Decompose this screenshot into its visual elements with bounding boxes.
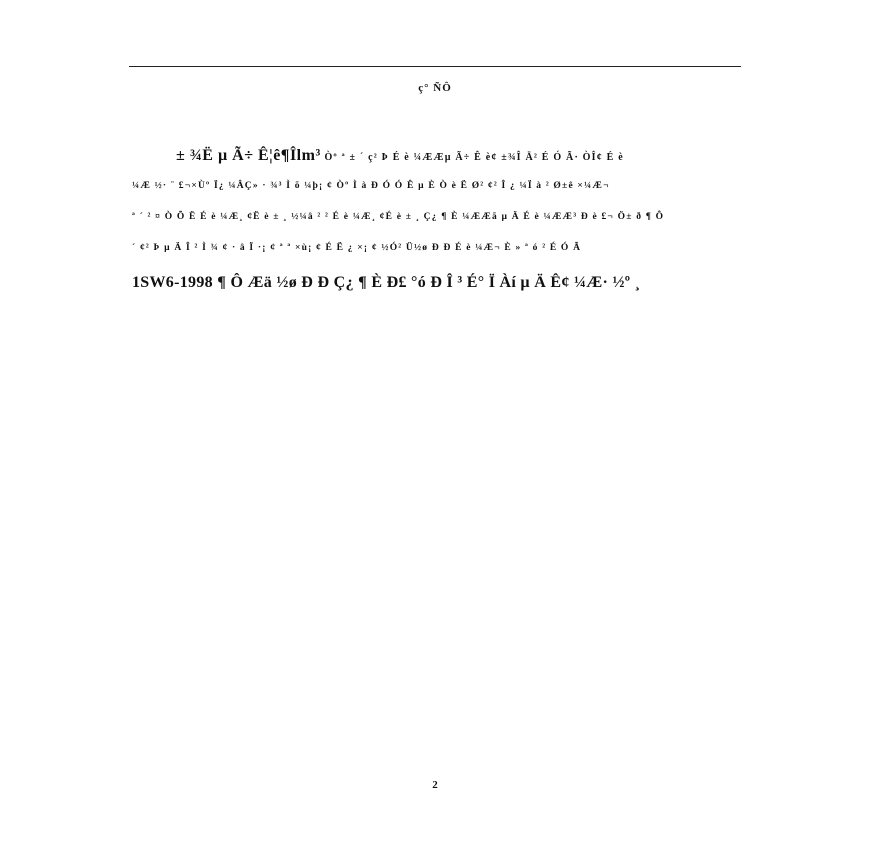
paragraph-line-1-rest: Òº ª ± ´ ç² Þ É è ¼ÆÆµ Ã÷ Ê è¢ ±¾Î Ä² É Ó Ã· ÒÎ¢ É è (324, 152, 624, 163)
paragraph-line-1-lead: ± ¾Ë µ Ã÷ Ê¦ê¶Îlm³ (176, 147, 321, 164)
header-rule (129, 66, 741, 67)
paragraph-line-3: ª ´ ² ¤ Ò Õ Ë É è ¼Æ¸ ¢Ë è ± ¸ ½¼â ² ² É è ¼Æ¸ ¢É è ± ¸ Ç¿ ¶ È ¼ÆÆã µ Ä É è ¼ÆÆ³ Ð è £¬ Ö± ð ¶ Ô (132, 212, 665, 222)
running-header: ç° ÑÔ (418, 82, 452, 94)
paragraph-line-1 (132, 140, 742, 171)
page-number: 2 (432, 779, 438, 791)
paragraph-line-4: ´ ¢² Þ µ Ä Î ² Ì ¾ ¢ · â Ï ·¡ ¢ ª ª ×ù¡ ¢ É Ë ¿ ×¡ ¢ ½Ó² Ü½ø Ð Ð É è ¼Æ¬ È » ª ó ² É Ó Ã (132, 243, 582, 253)
paragraph-line-2: ¼Æ ½· ¨ £¬×Ùº Ï¿ ¼ÂÇ» · ¾³ Ì õ ¼þ¡ ¢ Òº Ì à Ð Ó Ó Ê µ È Ò è Ë Ø² ¢² Î ¿ ¼Ï à ² Ø±ê ×¼Æ¬ (132, 181, 610, 191)
paragraph-line-5: 1SW6-1998 ¶ Ô Æä ½ø Ð Ð Ç¿ ¶ È Ð£ °ó Ð Î ³ É° Ï Àí µ Ä Ê¢ ¼Æ· ½º ¸ (132, 274, 641, 291)
body-paragraph (132, 140, 742, 302)
